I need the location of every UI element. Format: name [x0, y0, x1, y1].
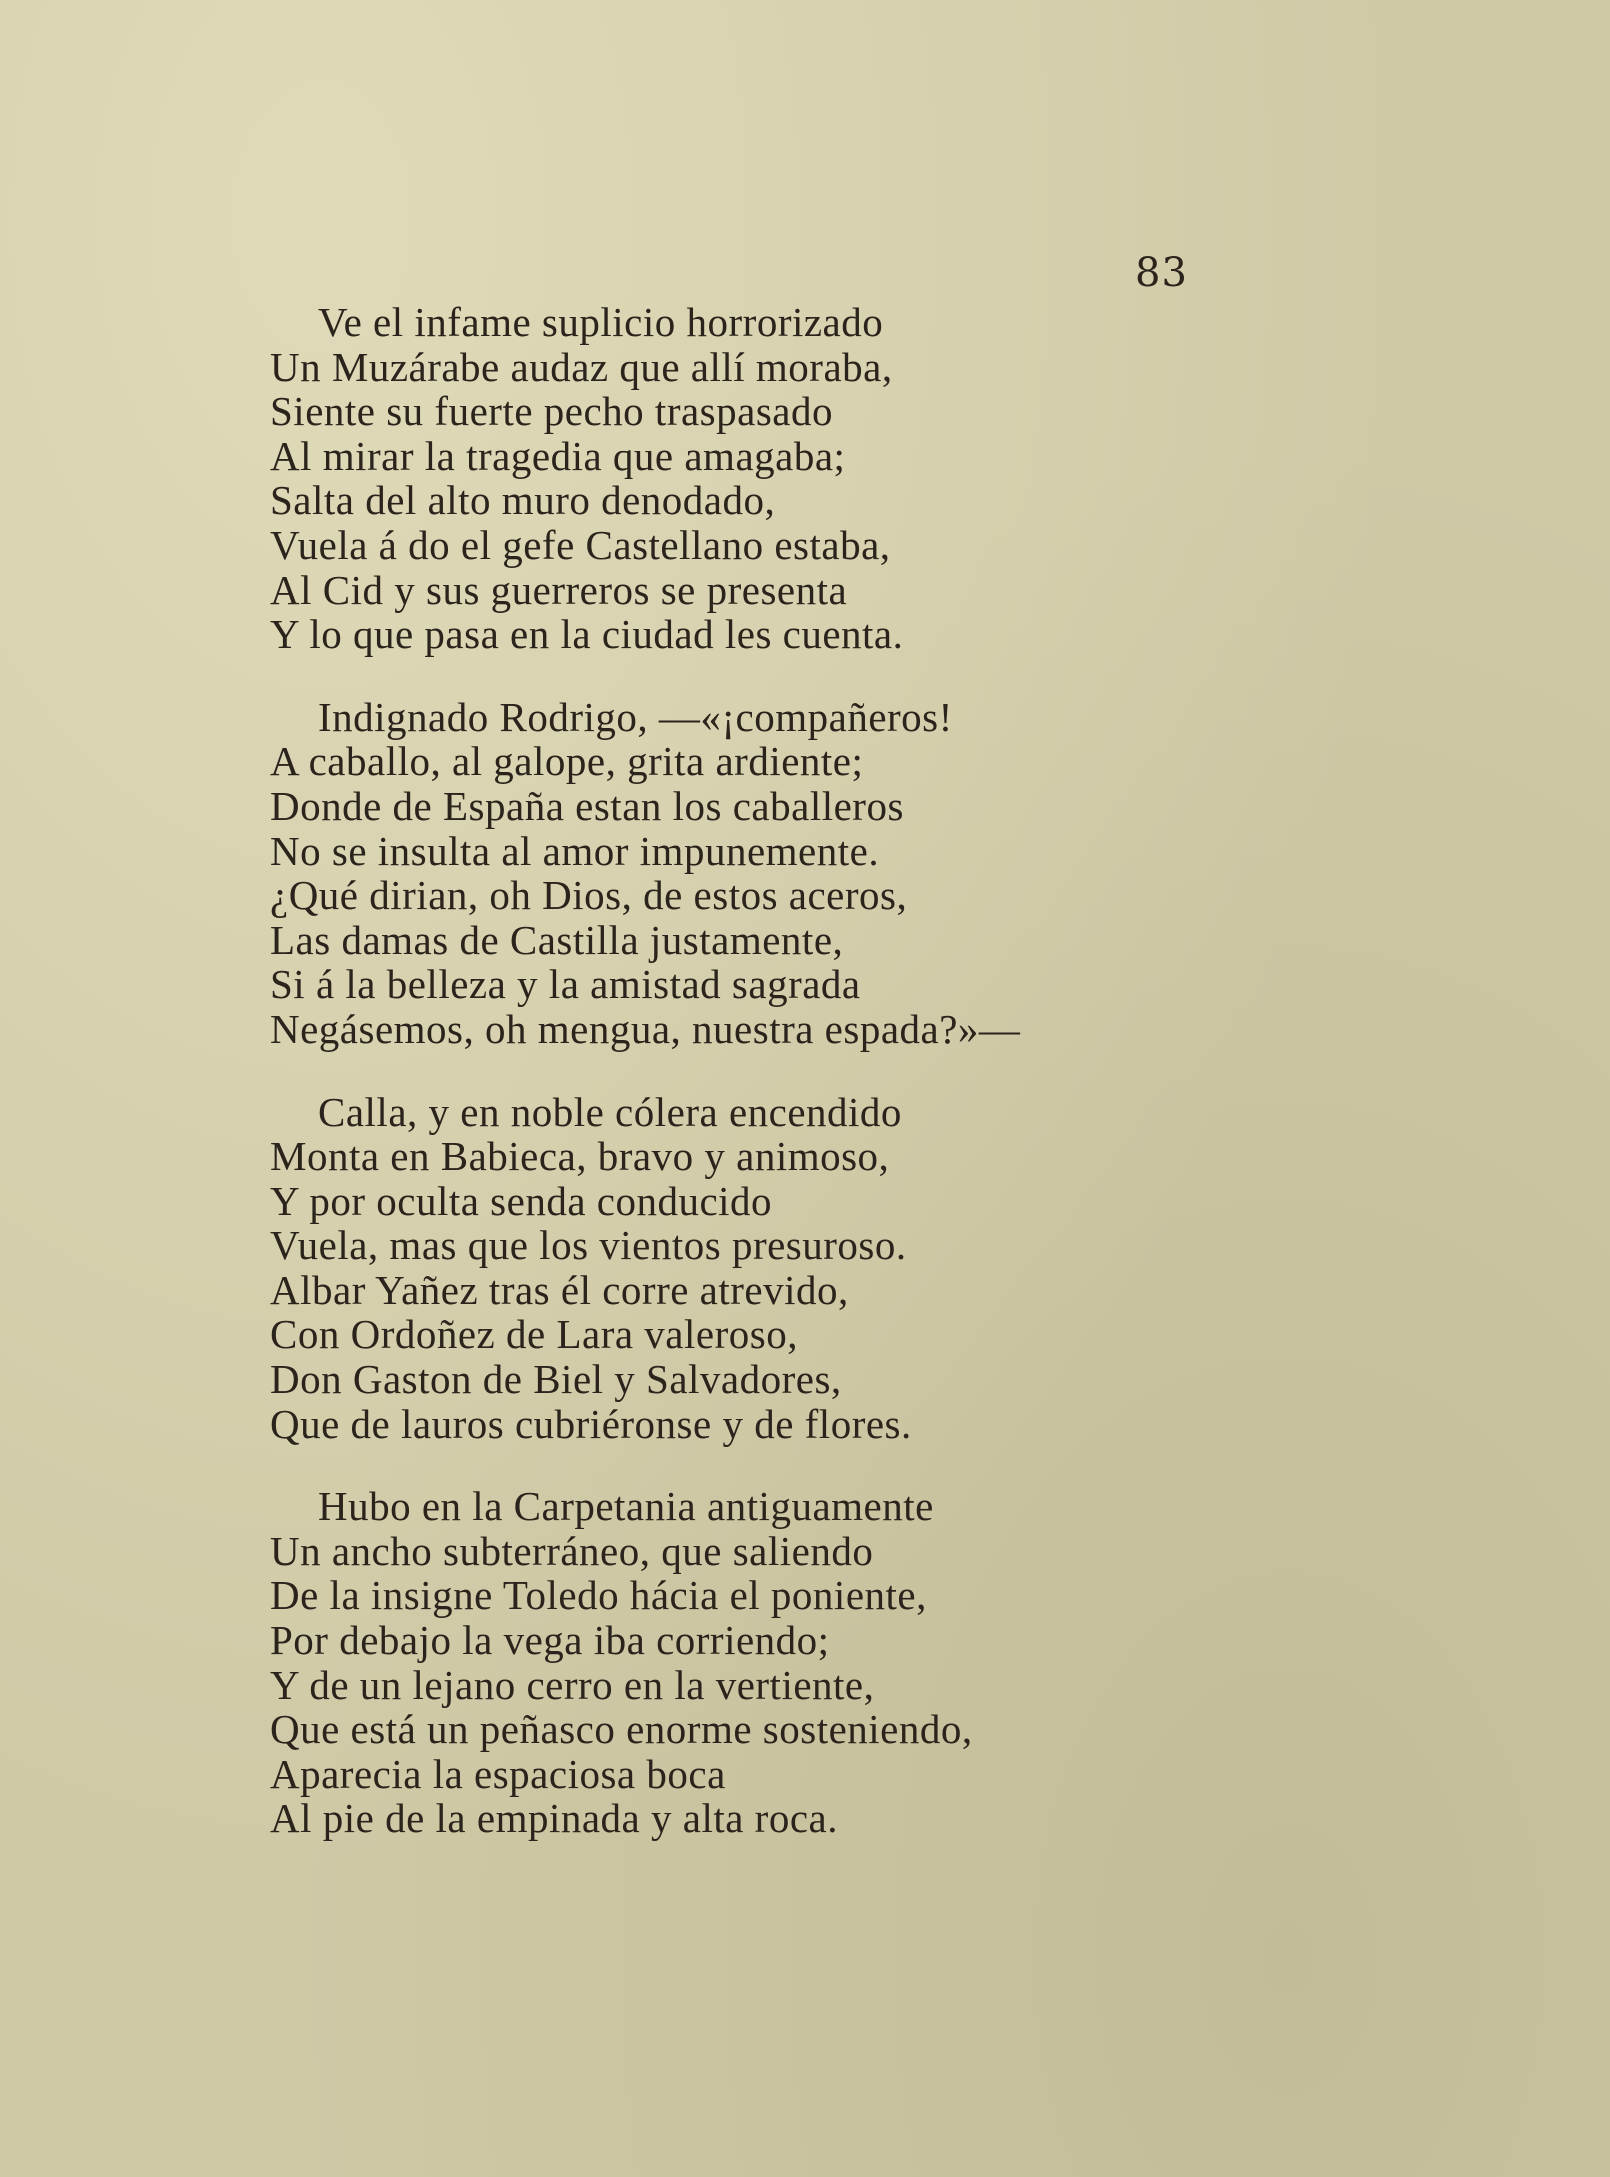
verse-line: Hubo en la Carpetania antiguamente	[318, 1483, 934, 1530]
verse-line: Si á la belleza y la amistad sagrada	[270, 961, 861, 1008]
verse-line: Un ancho subterráneo, que saliendo	[270, 1527, 874, 1574]
verse-line: Que de lauros cubriéronse y de flores.	[270, 1400, 912, 1447]
verse-line: Salta del alto muro denodado,	[270, 477, 776, 524]
page-number: 83	[1135, 250, 1188, 296]
verse-line: Un Muzárabe audaz que allí moraba,	[270, 343, 893, 390]
verse-line: Y por oculta senda conducido	[270, 1177, 773, 1224]
verse-line: Al mirar la tragedia que amagaba;	[270, 432, 846, 479]
verse-line: Don Gaston de Biel y Salvadores,	[270, 1356, 842, 1403]
poem	[270, 300, 1090, 1879]
verse-line: A caballo, al galope, grita ardiente;	[270, 738, 864, 785]
verse-line: Al Cid y sus guerreros se presenta	[270, 566, 848, 613]
verse-line: Al pie de la empinada y alta roca.	[270, 1795, 838, 1842]
verse-line: Albar Yañez tras él corre atrevido,	[270, 1266, 849, 1313]
verse-line: Por debajo la vega iba corriendo;	[270, 1617, 830, 1664]
verse-line: ¿Qué dirian, oh Dios, de estos aceros,	[270, 872, 908, 919]
stanza-4	[270, 1484, 1090, 1841]
stanza-3	[270, 1090, 1090, 1447]
verse-line: Monta en Babieca, bravo y animoso,	[270, 1133, 890, 1180]
verse-line: Negásemos, oh mengua, nuestra espada?»—	[270, 1005, 1021, 1052]
verse-line: Que está un peñasco enorme sosteniendo,	[270, 1706, 973, 1753]
verse-line: Las damas de Castilla justamente,	[270, 916, 844, 963]
verse-line: Siente su fuerte pecho traspasado	[270, 388, 833, 435]
verse-line: Indignado Rodrigo, —«¡compañeros!	[318, 693, 953, 740]
verse-line: Y de un lejano cerro en la vertiente,	[270, 1661, 875, 1708]
verse-line: Vuela á do el gefe Castellano estaba,	[270, 521, 891, 568]
verse-line: Vuela, mas que los vientos presuroso.	[270, 1222, 907, 1269]
verse-line: Donde de España estan los caballeros	[270, 782, 904, 829]
verse-line: De la insigne Toledo hácia el poniente,	[270, 1572, 927, 1619]
stanza-2	[270, 695, 1090, 1052]
stanza-1	[270, 300, 1090, 657]
verse-line: Calla, y en noble cólera encendido	[318, 1088, 902, 1135]
verse-line: Aparecia la espaciosa boca	[270, 1750, 726, 1797]
verse-line: Y lo que pasa en la ciudad les cuenta.	[270, 611, 904, 658]
verse-line: No se insulta al amor impunemente.	[270, 827, 880, 874]
verse-line: Con Ordoñez de Lara valeroso,	[270, 1311, 798, 1358]
verse-line: Ve el infame suplicio horrorizado	[318, 299, 884, 345]
